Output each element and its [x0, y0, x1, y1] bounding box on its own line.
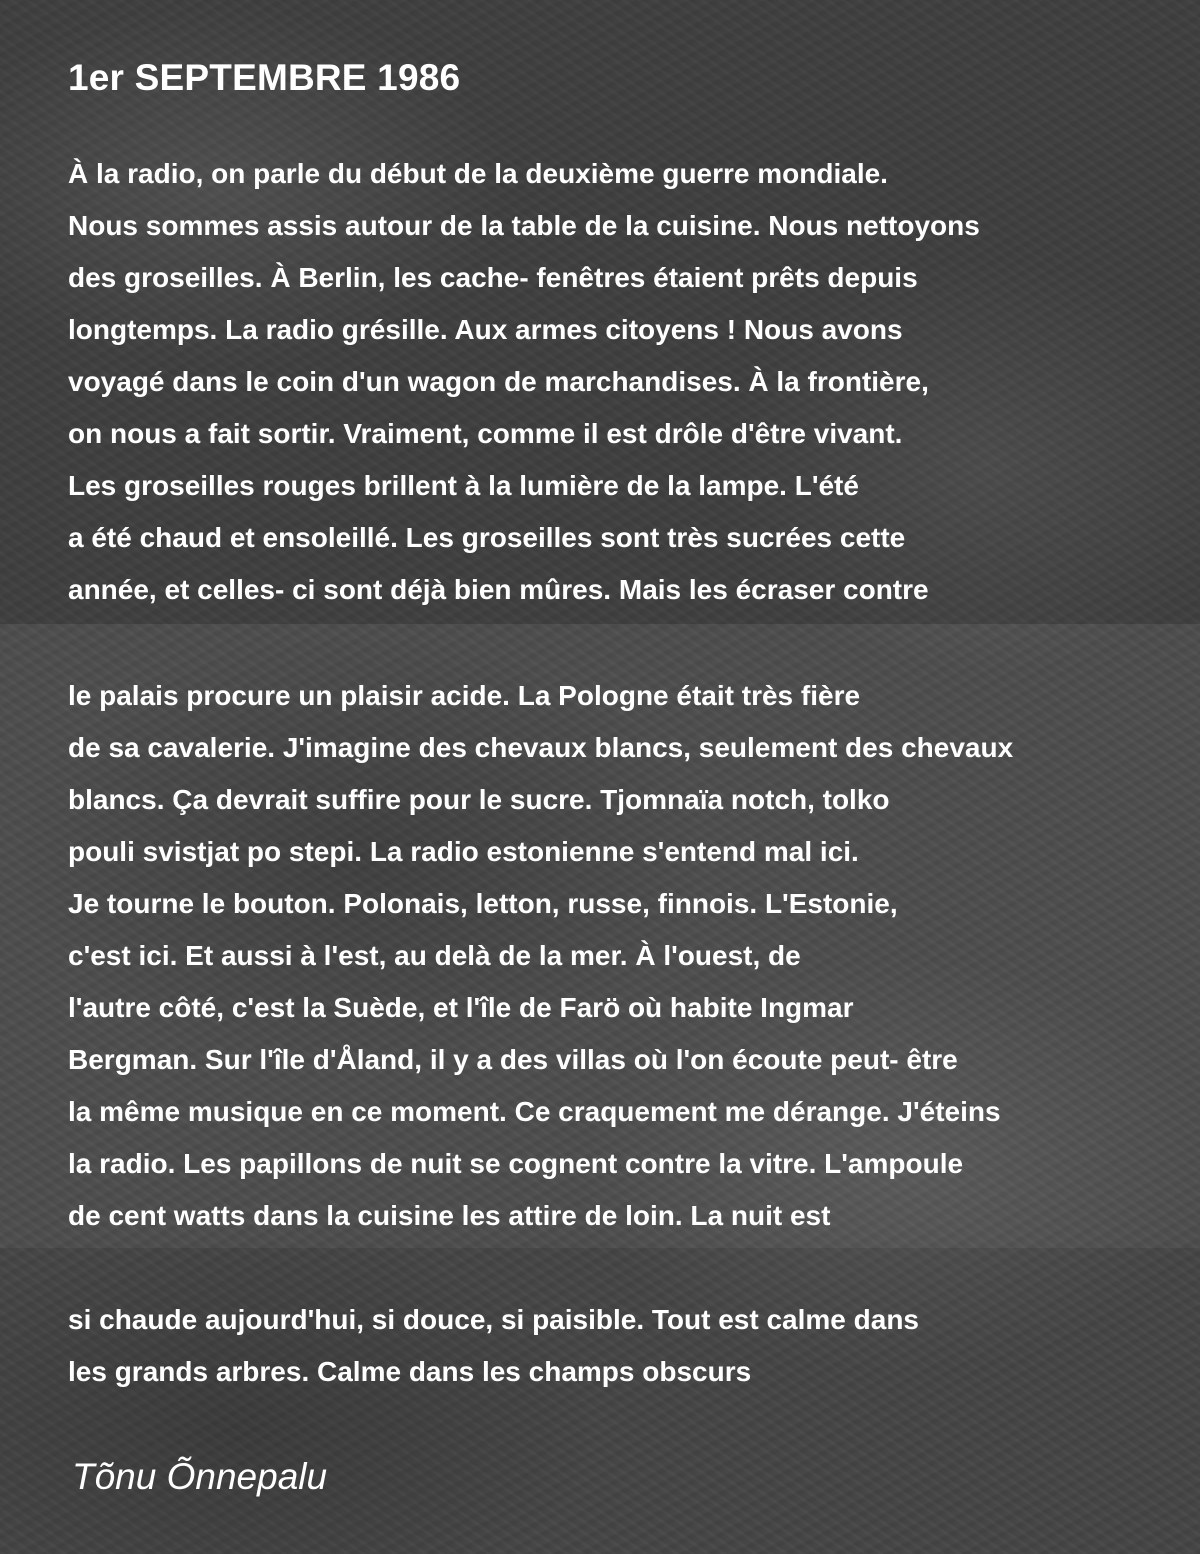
- poem-line: voyagé dans le coin d'un wagon de marchandises. À la frontière,: [68, 366, 929, 397]
- poem-line: de sa cavalerie. J'imagine des chevaux blancs, seulement des chevaux: [68, 732, 1014, 763]
- poem-line: Je tourne le bouton. Polonais, letton, russe, finnois. L'Estonie,: [68, 888, 898, 919]
- poem-line: pouli svistjat po stepi. La radio estonienne s'entend mal ici.: [68, 836, 859, 867]
- poem-line: les grands arbres. Calme dans les champs obscurs: [68, 1356, 752, 1387]
- poem-line: de cent watts dans la cuisine les attire de loin. La nuit est: [68, 1200, 831, 1231]
- stanza: [68, 670, 1013, 1242]
- poem-title: 1er SEPTEMBRE 1986: [68, 57, 461, 98]
- poem-line: année, et celles- ci sont déjà bien mûres. Mais les écraser contre: [68, 574, 929, 605]
- poem-line: la radio. Les papillons de nuit se cognent contre la vitre. L'ampoule: [68, 1148, 964, 1179]
- poem-line: Bergman. Sur l'île d'Åland, il y a des villas où l'on écoute peut- être: [68, 1044, 958, 1075]
- poem-line: la même musique en ce moment. Ce craquement me dérange. J'éteins: [68, 1096, 1001, 1127]
- poem-line: blancs. Ça devrait suffire pour le sucre. Tjomnaïa notch, tolko: [68, 784, 890, 815]
- poem-line: a été chaud et ensoleillé. Les groseilles sont très sucrées cette: [68, 522, 906, 553]
- poem-line: si chaude aujourd'hui, si douce, si paisible. Tout est calme dans: [68, 1304, 920, 1335]
- poem-line: le palais procure un plaisir acide. La Pologne était très fière: [68, 680, 861, 711]
- poem-line: on nous a fait sortir. Vraiment, comme il est drôle d'être vivant.: [68, 418, 903, 449]
- poem-line: Les groseilles rouges brillent à la lumière de la lampe. L'été: [68, 470, 859, 501]
- poem-author: Tõnu Õnnepalu: [72, 1456, 328, 1497]
- stanza: [68, 148, 980, 616]
- poem-line: c'est ici. Et aussi à l'est, au delà de la mer. À l'ouest, de: [68, 940, 801, 971]
- poem-line: Nous sommes assis autour de la table de la cuisine. Nous nettoyons: [68, 210, 980, 241]
- poem-line: longtemps. La radio grésille. Aux armes citoyens ! Nous avons: [68, 314, 903, 345]
- poem-line: À la radio, on parle du début de la deuxième guerre mondiale.: [68, 158, 888, 189]
- stanza: [68, 1294, 919, 1398]
- poem-line: l'autre côté, c'est la Suède, et l'île de Farö où habite Ingmar: [68, 992, 854, 1023]
- poem-line: des groseilles. À Berlin, les cache- fenêtres étaient prêts depuis: [68, 262, 918, 293]
